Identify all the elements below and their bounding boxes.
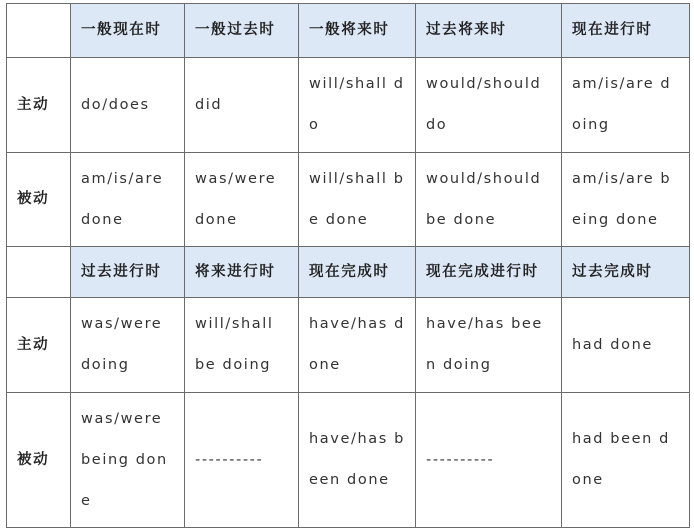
header-cell-past-continuous: 过去进行时 <box>71 247 185 298</box>
header-cell-present-perfect-continuous: 现在完成进行时 <box>416 247 562 298</box>
table-cell: will/shall do <box>299 58 416 153</box>
table-cell: will/shall be doing <box>185 298 299 393</box>
table-cell: do/does <box>71 58 185 153</box>
table-cell: have/has done <box>299 298 416 393</box>
empty-cell-dashes: ---------- <box>185 393 299 528</box>
active-row-2 <box>7 298 690 393</box>
header-cell-simple-past: 一般过去时 <box>185 4 299 58</box>
table-cell: was/were doing <box>71 298 185 393</box>
header-cell-present-continuous: 现在进行时 <box>562 4 690 58</box>
header-cell-simple-present: 一般现在时 <box>71 4 185 58</box>
table-cell: was/were being done <box>71 393 185 528</box>
passive-row-1 <box>7 153 690 247</box>
table-cell: had been done <box>562 393 690 528</box>
table-cell: have/has been done <box>299 393 416 528</box>
table-cell: am/is/are doing <box>562 58 690 153</box>
header-cell-future-in-past: 过去将来时 <box>416 4 562 58</box>
header-cell-past-perfect: 过去完成时 <box>562 247 690 298</box>
table-cell: am/is/are done <box>71 153 185 247</box>
table-cell: had done <box>562 298 690 393</box>
tense-table <box>6 3 690 528</box>
row-label-active: 主动 <box>7 58 71 153</box>
table-cell: did <box>185 58 299 153</box>
active-row-1 <box>7 58 690 153</box>
header-row-1 <box>7 4 690 58</box>
table-cell: would/should do <box>416 58 562 153</box>
empty-cell-dashes: ---------- <box>416 393 562 528</box>
passive-row-2 <box>7 393 690 528</box>
header-cell-future-continuous: 将来进行时 <box>185 247 299 298</box>
header-cell-present-perfect: 现在完成时 <box>299 247 416 298</box>
table-cell: have/has been doing <box>416 298 562 393</box>
row-label-passive: 被动 <box>7 153 71 247</box>
header-cell-simple-future: 一般将来时 <box>299 4 416 58</box>
row-label-active: 主动 <box>7 298 71 393</box>
table-cell: was/were done <box>185 153 299 247</box>
table-cell: will/shall be done <box>299 153 416 247</box>
table-cell: am/is/are being done <box>562 153 690 247</box>
table-cell: would/should be done <box>416 153 562 247</box>
row-label-passive: 被动 <box>7 393 71 528</box>
header-row-2 <box>7 247 690 298</box>
corner-cell <box>7 4 71 58</box>
corner-cell <box>7 247 71 298</box>
